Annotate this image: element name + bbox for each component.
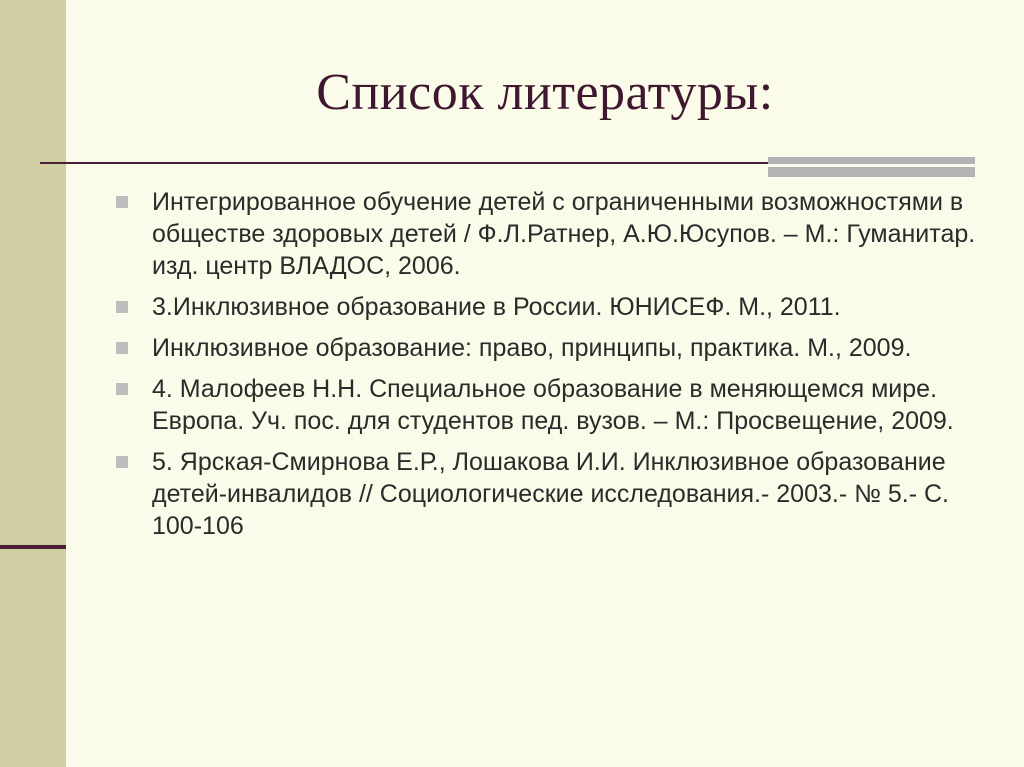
reference-text: Инклюзивное образование: право, принципы, практика. М., 2009. bbox=[152, 334, 912, 362]
slide-title: Список литературы: bbox=[316, 64, 774, 121]
side-decor-band bbox=[0, 0, 66, 767]
reference-text: 5. Ярская-Смирнова Е.Р., Лошакова И.И. Инклюзивное образование детей-инвалидов // Социологические исследования.- 2003.- № 5.- С. 100-106 bbox=[152, 448, 949, 540]
reference-item bbox=[116, 186, 986, 282]
reference-text: 3.Инклюзивное образование в России. ЮНИСЕФ. М., 2011. bbox=[152, 293, 841, 321]
reference-item bbox=[116, 446, 986, 542]
square-bullet-icon bbox=[116, 301, 128, 313]
reference-text: Интегрированное обучение детей с ограниченными возможностями в обществе здоровых детей / Ф.Л.Ратнер, А.Ю.Юсупов. – М.: Гуманитар. изд. центр ВЛАДОС, 2006. bbox=[152, 188, 976, 280]
reference-list bbox=[116, 186, 986, 551]
square-bullet-icon bbox=[116, 196, 128, 208]
reference-item bbox=[116, 291, 986, 323]
title-divider-accent bbox=[768, 157, 975, 177]
reference-item bbox=[116, 332, 986, 364]
reference-text: 4. Малофеев Н.Н. Специальное образование в меняющемся мире. Европа. Уч. пос. для студентов пед. вузов. – М.: Просвещение, 2009. bbox=[152, 375, 954, 435]
square-bullet-icon bbox=[116, 383, 128, 395]
reference-item bbox=[116, 373, 986, 437]
square-bullet-icon bbox=[116, 342, 128, 354]
side-decor-tick bbox=[0, 545, 66, 549]
square-bullet-icon bbox=[116, 456, 128, 468]
